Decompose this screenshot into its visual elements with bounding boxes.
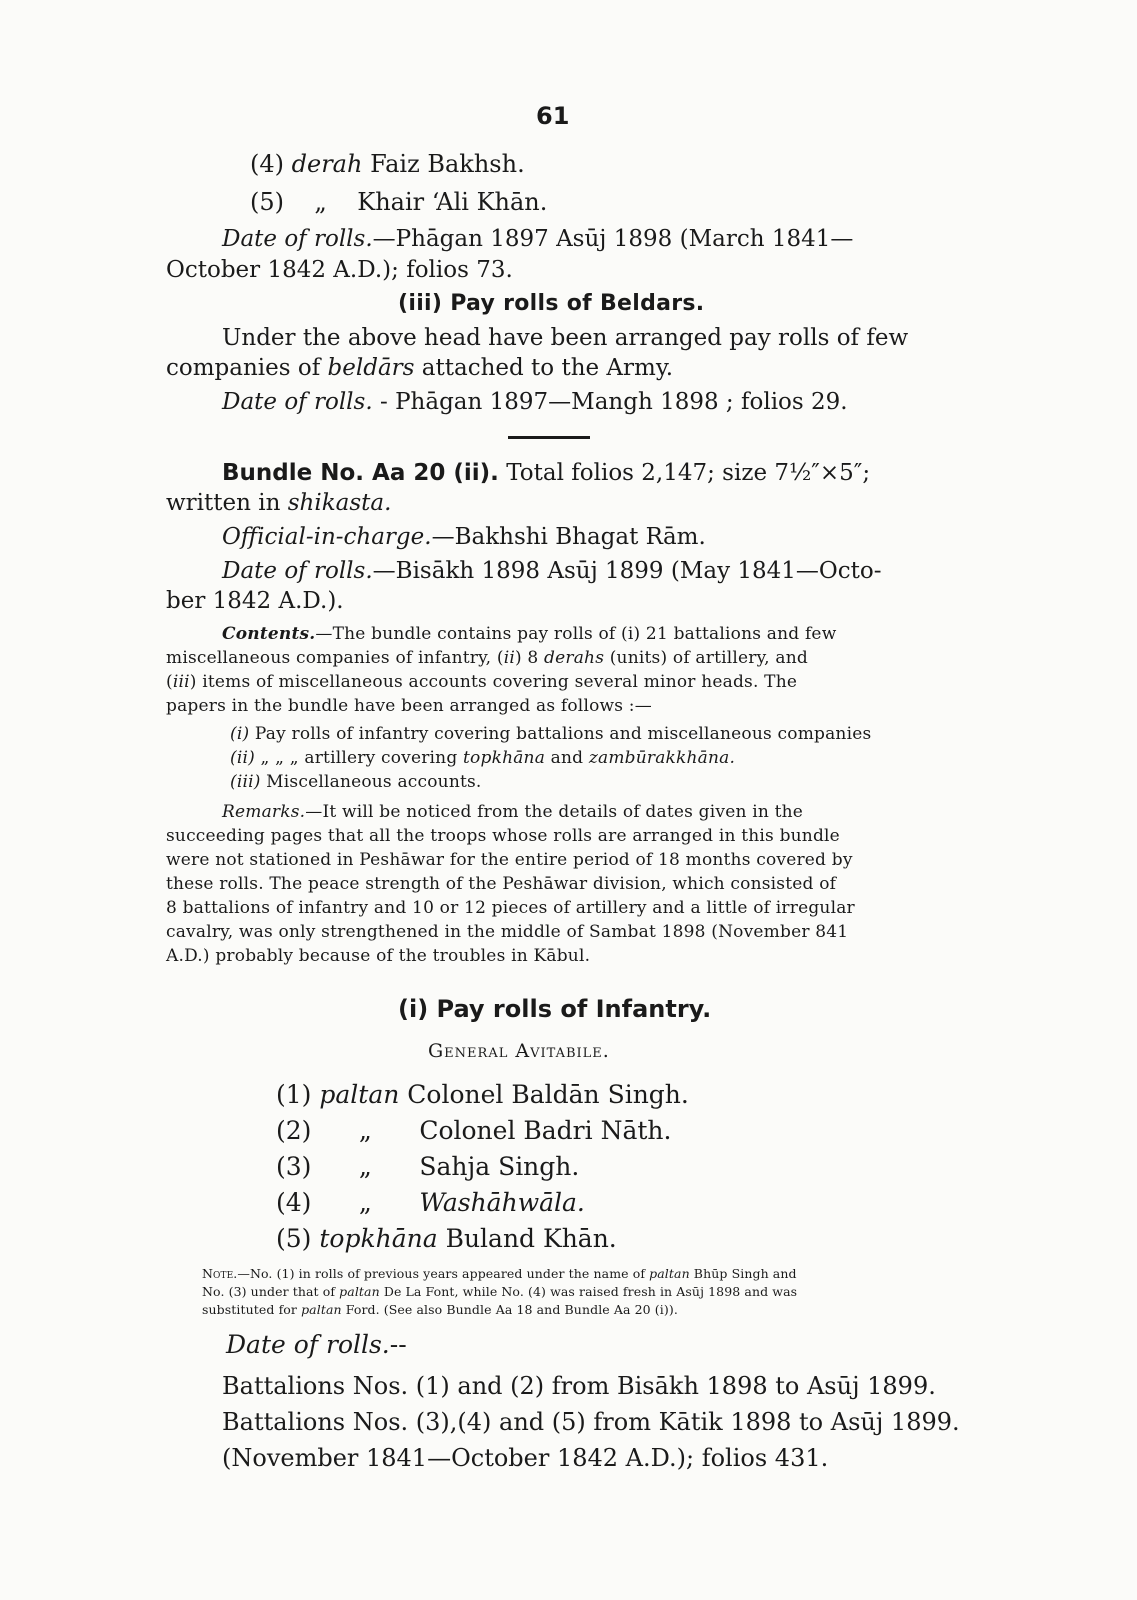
list-item xyxy=(276,1118,671,1143)
text-line xyxy=(166,357,673,380)
item-text: Colonel Badri Nāth. xyxy=(419,1116,672,1145)
note-label: Note. xyxy=(202,1266,238,1281)
text-line: October 1842 A.D.); folios 73. xyxy=(166,257,513,283)
text: Total folios 2,147; size 7½″×5″; xyxy=(498,460,871,486)
note-line xyxy=(202,1304,678,1317)
item-text: Buland Khān. xyxy=(437,1224,617,1253)
text: ) items of miscellaneous accounts covering several minor heads. The xyxy=(189,672,798,692)
numeral: ii xyxy=(503,648,515,668)
label-date-of-rolls: Date of rolls. xyxy=(222,389,373,415)
text: ) 8 xyxy=(514,648,545,668)
item-text: Khair ‘Ali Khān. xyxy=(357,188,548,216)
text: ( xyxy=(166,672,173,692)
text-line xyxy=(222,526,706,549)
text-line: (November 1841—October 1842 A.D.); folios 431. xyxy=(222,1444,829,1472)
text-line: A.D.) probably because of the troubles in Kābul. xyxy=(166,946,591,966)
item-term: Washāhwāla. xyxy=(419,1188,585,1217)
text-line xyxy=(222,626,836,643)
section-divider xyxy=(508,436,590,439)
list-item xyxy=(276,1082,689,1107)
text-line: ber 1842 A.D.). xyxy=(166,588,344,614)
text: attached to the Army. xyxy=(414,355,674,381)
item-number: (2) xyxy=(276,1116,312,1145)
label-date-of-rolls: Date of rolls. xyxy=(222,226,373,252)
text-line: 8 battalions of infantry and 10 or 12 pieces of artillery and a little of irregular xyxy=(166,898,855,918)
bundle-title: Bundle No. Aa 20 (ii). xyxy=(222,460,499,486)
subsection-heading: General Avitabile. xyxy=(428,1040,610,1062)
term: zambūrakkhāna. xyxy=(588,748,736,768)
text-line xyxy=(166,492,391,515)
term: topkhāna xyxy=(463,748,546,768)
item-number: (1) xyxy=(276,1080,312,1109)
text-line xyxy=(222,804,803,821)
text: written in xyxy=(166,490,288,516)
text-line: cavalry, was only strengthened in the middle of Sambat 1898 (November 841 xyxy=(166,922,849,942)
text: substituted for xyxy=(202,1302,302,1317)
section-heading: (iii) Pay rolls of Beldars. xyxy=(398,291,705,316)
term: paltan xyxy=(649,1266,690,1281)
text: Pay rolls of infantry covering battalions and miscellaneous companies xyxy=(249,724,872,744)
list-item xyxy=(276,1154,579,1179)
label-contents: Contents. xyxy=(222,624,316,644)
ditto-mark: „ xyxy=(358,1152,372,1181)
text: —Phāgan 1897 Asūj 1898 (March 1841— xyxy=(372,226,854,252)
text-line: Battalions Nos. (3),(4) and (5) from Kātik 1898 to Asūj 1899. xyxy=(222,1408,960,1436)
label-remarks: Remarks. xyxy=(222,802,306,822)
text: Ford. (See also Bundle Aa 18 and Bundle Aa 20 (i)). xyxy=(341,1302,678,1317)
term: beldārs xyxy=(327,355,415,381)
text-line xyxy=(222,560,882,583)
text: miscellaneous companies of infantry, ( xyxy=(166,648,504,668)
item-number: (iii) xyxy=(230,772,261,792)
text: —No. (1) in rolls of previous years appeared under the name of xyxy=(237,1266,650,1281)
item-number: (5) xyxy=(250,188,284,216)
text: De La Font, while No. (4) was raised fresh in Asūj 1898 and was xyxy=(379,1284,798,1299)
ditto-mark: „ xyxy=(358,1188,372,1217)
text: —Bakhshi Bhagat Rām. xyxy=(431,524,706,550)
list-item xyxy=(250,152,525,176)
text-line: these rolls. The peace strength of the Peshāwar division, which consisted of xyxy=(166,874,837,894)
page-number: 61 xyxy=(536,102,570,130)
text-line: papers in the bundle have been arranged as follows :— xyxy=(166,696,652,716)
item-text: Faiz Bakhsh. xyxy=(362,150,525,178)
bundle-heading xyxy=(222,462,870,485)
text: —It will be noticed from the details of dates given in the xyxy=(305,802,804,822)
list-item xyxy=(276,1226,617,1251)
label-official-in-charge: Official-in-charge. xyxy=(222,524,432,550)
text-line xyxy=(222,391,848,414)
item-number: (4) xyxy=(276,1188,312,1217)
text: (units) of artillery, and xyxy=(604,648,808,668)
text-line: Under the above head have been arranged pay rolls of few xyxy=(222,325,909,351)
text-line xyxy=(166,674,797,691)
term: paltan xyxy=(339,1284,380,1299)
list-item xyxy=(230,750,735,767)
label-date-of-rolls: Date of rolls. xyxy=(222,558,373,584)
item-text: Colonel Baldān Singh. xyxy=(399,1080,689,1109)
list-item xyxy=(230,774,482,791)
ditto-mark: „ xyxy=(358,1116,372,1145)
item-term: derah xyxy=(291,150,363,178)
list-item xyxy=(250,190,547,214)
term: derahs xyxy=(544,648,605,668)
list-item xyxy=(230,726,871,743)
text: Miscellaneous accounts. xyxy=(260,772,482,792)
section-heading: (i) Pay rolls of Infantry. xyxy=(398,995,712,1023)
text-line: Battalions Nos. (1) and (2) from Bisākh 1898 to Asūj 1899. xyxy=(222,1372,936,1400)
item-number: (5) xyxy=(276,1224,312,1253)
item-number: (4) xyxy=(250,150,284,178)
item-number: (3) xyxy=(276,1152,312,1181)
text: No. (3) under that of xyxy=(202,1284,340,1299)
text: - Phāgan 1897—Mangh 1898 ; folios 29. xyxy=(372,389,848,415)
label-date-of-rolls: Date of rolls. xyxy=(226,1330,390,1359)
text-line xyxy=(222,228,853,251)
text: „ „ „ artillery covering xyxy=(254,748,464,768)
term: shikasta. xyxy=(287,490,392,516)
text: companies of xyxy=(166,355,328,381)
note-line xyxy=(202,1286,797,1299)
item-text: Sahja Singh. xyxy=(419,1152,580,1181)
note-line xyxy=(202,1268,797,1281)
text: and xyxy=(545,748,589,768)
item-number: (i) xyxy=(230,724,250,744)
text: -- xyxy=(389,1330,407,1359)
text: —Bisākh 1898 Asūj 1899 (May 1841—Octo- xyxy=(372,558,882,584)
text-line: were not stationed in Peshāwar for the entire period of 18 months covered by xyxy=(166,850,853,870)
text-line xyxy=(166,650,808,667)
text: Bhūp Singh and xyxy=(689,1266,797,1281)
ditto-mark: „ xyxy=(314,188,327,216)
text: —The bundle contains pay rolls of (i) 21 battalions and few xyxy=(315,624,837,644)
item-term: paltan xyxy=(319,1080,400,1109)
list-item xyxy=(276,1190,585,1215)
numeral: iii xyxy=(172,672,190,692)
item-term: topkhāna xyxy=(319,1224,438,1253)
text-line: succeeding pages that all the troops whose rolls are arranged in this bundle xyxy=(166,826,840,846)
item-number: (ii) xyxy=(230,748,255,768)
text-line xyxy=(226,1332,407,1357)
term: paltan xyxy=(301,1302,342,1317)
